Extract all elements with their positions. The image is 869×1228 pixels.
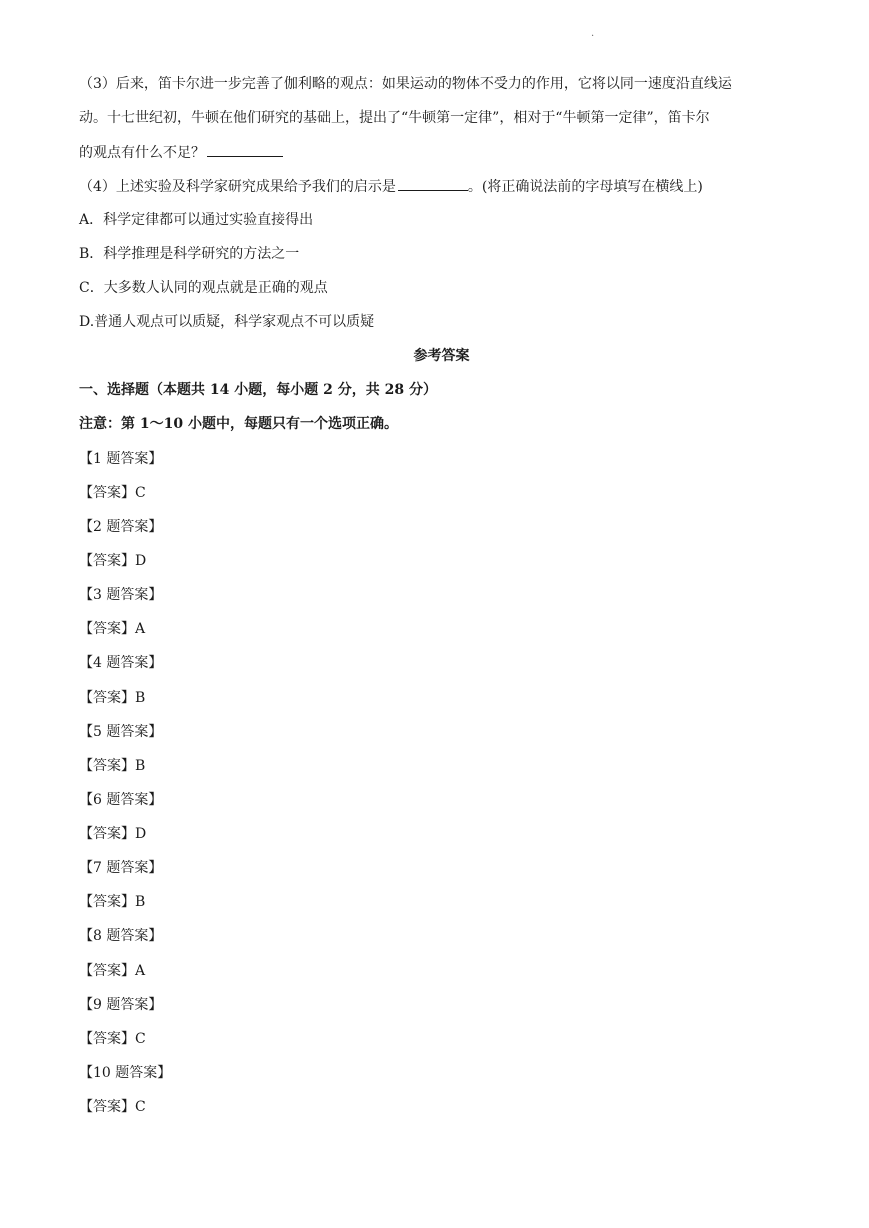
answer-9-value: 【答案】C: [79, 1031, 146, 1047]
answer-5-label: 【5 题答案】: [79, 724, 163, 740]
answer-2-label: 【2 题答案】: [79, 519, 163, 535]
section1-note: 注意：第 1～10 小题中，每题只有一个选项正确。: [79, 416, 398, 432]
q3-answer-blank[interactable]: [207, 142, 283, 157]
answer-4-value: 【答案】B: [79, 690, 146, 706]
q4-answer-blank[interactable]: [398, 176, 468, 191]
q3-line-2: 动。十七世纪初，牛顿在他们研究的基础上，提出了“牛顿第一定律”，相对于“牛顿第一定律”，笛卡尔: [79, 110, 710, 126]
answer-8-label: 【8 题答案】: [79, 928, 163, 944]
answers-title: 参考答案: [413, 348, 470, 364]
q4-option-d: D.普通人观点可以质疑，科学家观点不可以质疑: [79, 314, 375, 330]
answer-1-value: 【答案】C: [79, 485, 146, 501]
answer-2-value: 【答案】D: [79, 553, 147, 569]
answer-10-label: 【10 题答案】: [79, 1065, 172, 1081]
q4-prefix: （4）上述实验及科学家研究成果给予我们的启示是: [79, 179, 396, 195]
answer-10-value: 【答案】C: [79, 1099, 146, 1115]
q4-option-a: A．科学定律都可以通过实验直接得出: [79, 212, 314, 228]
answer-3-value: 【答案】A: [79, 621, 146, 637]
answer-6-label: 【6 题答案】: [79, 792, 163, 808]
answer-1-label: 【1 题答案】: [79, 451, 163, 467]
section1-heading: 一、选择题（本题共 14 小题，每小题 2 分，共 28 分）: [79, 382, 437, 398]
answer-8-value: 【答案】A: [79, 963, 146, 979]
q4-option-b: B．科学推理是科学研究的方法之一: [79, 246, 300, 262]
q3-line-3: [79, 142, 283, 163]
answer-6-value: 【答案】D: [79, 826, 147, 842]
answer-3-label: 【3 题答案】: [79, 587, 163, 603]
answer-7-label: 【7 题答案】: [79, 860, 163, 876]
q4-suffix: 。(将正确说法前的字母填写在横线上): [467, 179, 703, 195]
answer-9-label: 【9 题答案】: [79, 997, 163, 1013]
q3-line-1: （3）后来，笛卡尔进一步完善了伽利略的观点：如果运动的物体不受力的作用，它将以同一速度沿直线运: [79, 76, 732, 92]
q4-line: [79, 176, 703, 197]
answer-5-value: 【答案】B: [79, 758, 146, 774]
q3-question-text: 的观点有什么不足？: [79, 145, 205, 161]
q4-option-c: C．大多数人认同的观点就是正确的观点: [79, 280, 328, 296]
header-mark: .: [591, 28, 595, 39]
answer-7-value: 【答案】B: [79, 894, 146, 910]
answer-4-label: 【4 题答案】: [79, 655, 163, 671]
